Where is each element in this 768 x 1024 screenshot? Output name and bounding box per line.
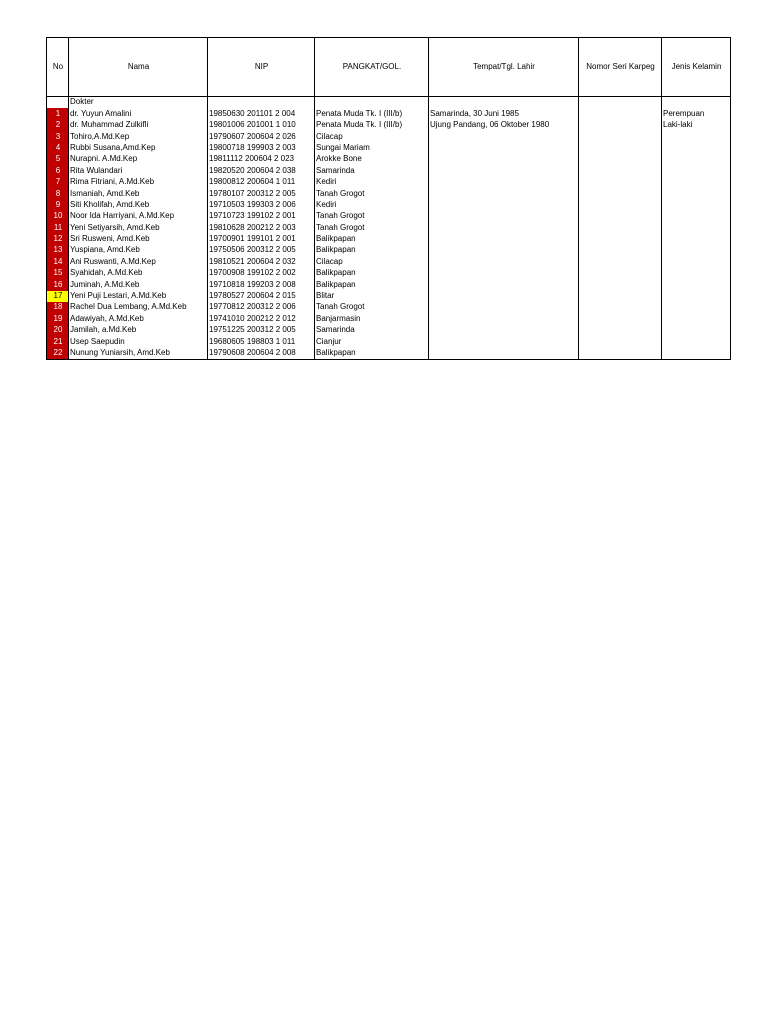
cell-no: 19 [47,313,69,324]
cell-karpeg [579,348,662,360]
cell-nama: Siti Kholifah, Amd.Keb [69,200,208,211]
cell-pangkat: Sungai Mariam [315,143,429,154]
cell-no: 15 [47,268,69,279]
cell-no: 13 [47,245,69,256]
cell-jenis-kelamin [662,165,731,176]
cell-no: 4 [47,143,69,154]
cell-ttl [429,291,579,302]
col-header-nama: Nama [69,38,208,97]
cell-jenis-kelamin [662,200,731,211]
cell-nama: Adawiyah, A.Md.Keb [69,313,208,324]
cell-nip: 19780107 200312 2 005 [208,188,315,199]
cell-jenis-kelamin [662,131,731,142]
table-row [47,291,731,302]
cell-nama: Rachel Dua Lembang, A.Md.Keb [69,302,208,313]
cell-nip: 19710503 199303 2 006 [208,200,315,211]
group-empty-cell [579,97,662,109]
cell-no: 17 [47,291,69,302]
cell-ttl [429,211,579,222]
cell-nip: 19800812 200604 1 011 [208,177,315,188]
cell-pangkat: Tanah Grogot [315,188,429,199]
cell-nip: 19810628 200212 2 003 [208,222,315,233]
cell-nip: 19770812 200312 2 006 [208,302,315,313]
table-row [47,302,731,313]
table-row [47,131,731,142]
cell-pangkat: Balikpapan [315,234,429,245]
col-header-jenis-kelamin: Jenis Kelamin [662,38,731,97]
cell-nama: Ani Ruswanti, A.Md.Kep [69,256,208,267]
table-row [47,177,731,188]
cell-karpeg [579,211,662,222]
cell-jenis-kelamin [662,188,731,199]
cell-pangkat: Samarinda [315,165,429,176]
cell-nip: 19700908 199102 2 002 [208,268,315,279]
cell-ttl [429,177,579,188]
cell-nip: 19750506 200312 2 005 [208,245,315,256]
cell-jenis-kelamin [662,302,731,313]
cell-nama: Usep Saepudin [69,336,208,347]
cell-no: 9 [47,200,69,211]
cell-nama: Nunung Yuniarsih, Amd.Keb [69,348,208,360]
cell-pangkat: Penata Muda Tk. I (III/b) [315,120,429,131]
cell-ttl [429,325,579,336]
cell-nip: 19811112 200604 2 023 [208,154,315,165]
cell-ttl [429,302,579,313]
cell-nama: Sri Rusweni, Amd.Keb [69,234,208,245]
table-row [47,222,731,233]
cell-jenis-kelamin [662,313,731,324]
cell-nama: Nurapni. A.Md.Kep [69,154,208,165]
cell-nama: Tohiro,A.Md.Kep [69,131,208,142]
cell-karpeg [579,302,662,313]
cell-nip: 19801006 201001 1 010 [208,120,315,131]
cell-ttl [429,279,579,290]
table-row [47,143,731,154]
group-empty-cell [315,97,429,109]
cell-karpeg [579,188,662,199]
cell-no: 14 [47,256,69,267]
group-row [47,97,731,109]
table-row [47,313,731,324]
cell-nama: dr. Muhammad Zulkifli [69,120,208,131]
group-empty-cell [662,97,731,109]
cell-nama: Noor Ida Harriyani, A.Md.Kep [69,211,208,222]
col-header-pangkat: PANGKAT/GOL. [315,38,429,97]
cell-ttl [429,256,579,267]
table-row [47,325,731,336]
cell-pangkat: Balikpapan [315,245,429,256]
cell-no: 20 [47,325,69,336]
cell-jenis-kelamin [662,234,731,245]
cell-jenis-kelamin [662,279,731,290]
cell-karpeg [579,268,662,279]
cell-pangkat: Cianjur [315,336,429,347]
cell-jenis-kelamin [662,348,731,360]
table-row [47,245,731,256]
group-empty-cell [429,97,579,109]
cell-karpeg [579,245,662,256]
cell-ttl [429,222,579,233]
cell-ttl [429,200,579,211]
cell-ttl [429,131,579,142]
cell-nama: dr. Yuyun Amalini [69,108,208,119]
cell-karpeg [579,279,662,290]
cell-karpeg [579,234,662,245]
cell-ttl: Ujung Pandang, 06 Oktober 1980 [429,120,579,131]
cell-no: 11 [47,222,69,233]
cell-jenis-kelamin [662,336,731,347]
cell-ttl [429,154,579,165]
cell-no: 6 [47,165,69,176]
cell-jenis-kelamin [662,143,731,154]
col-header-nip: NIP [208,38,315,97]
cell-pangkat: Balikpapan [315,268,429,279]
cell-pangkat: Banjarmasin [315,313,429,324]
cell-ttl [429,143,579,154]
cell-nama: Rubbi Susana,Amd.Kep [69,143,208,154]
cell-no: 5 [47,154,69,165]
cell-ttl [429,348,579,360]
cell-nama: Ismaniah, Amd.Keb [69,188,208,199]
col-header-karpeg: Nomor Seri Karpeg [579,38,662,97]
group-empty-cell [208,97,315,109]
cell-jenis-kelamin [662,325,731,336]
col-header-ttl: Tempat/Tgl. Lahir [429,38,579,97]
cell-nama: Yeni Puji Lestari, A.Md.Keb [69,291,208,302]
table-row [47,348,731,360]
cell-nama: Jamilah, a.Md.Keb [69,325,208,336]
cell-jenis-kelamin: Laki-laki [662,120,731,131]
cell-pangkat: Blitar [315,291,429,302]
cell-no: 18 [47,302,69,313]
cell-jenis-kelamin [662,222,731,233]
cell-pangkat: Kediri [315,200,429,211]
cell-pangkat: Kediri [315,177,429,188]
cell-nama: Rima Fitriani, A.Md.Keb [69,177,208,188]
cell-pangkat: Tanah Grogot [315,302,429,313]
cell-nip: 19751225 200312 2 005 [208,325,315,336]
cell-karpeg [579,177,662,188]
cell-pangkat: Balikpapan [315,279,429,290]
cell-nama: Juminah, A.Md.Keb [69,279,208,290]
group-no-cell [47,97,69,109]
cell-karpeg [579,291,662,302]
staff-table [46,37,731,360]
table-row [47,256,731,267]
cell-no: 3 [47,131,69,142]
cell-ttl [429,268,579,279]
cell-karpeg [579,131,662,142]
cell-karpeg [579,200,662,211]
cell-karpeg [579,313,662,324]
cell-no: 21 [47,336,69,347]
table-row [47,336,731,347]
cell-ttl [429,245,579,256]
cell-pangkat: Samarinda [315,325,429,336]
cell-nip: 19710818 199203 2 008 [208,279,315,290]
table-row [47,188,731,199]
cell-karpeg [579,165,662,176]
cell-nip: 19810521 200604 2 032 [208,256,315,267]
cell-nip: 19790608 200604 2 008 [208,348,315,360]
cell-jenis-kelamin [662,268,731,279]
cell-nip: 19710723 199102 2 001 [208,211,315,222]
cell-jenis-kelamin [662,177,731,188]
cell-karpeg [579,325,662,336]
cell-karpeg [579,120,662,131]
cell-no: 2 [47,120,69,131]
table-row [47,154,731,165]
cell-pangkat: Penata Muda Tk. I (III/b) [315,108,429,119]
cell-karpeg [579,154,662,165]
cell-ttl [429,234,579,245]
cell-nip: 19780527 200604 2 015 [208,291,315,302]
cell-no: 10 [47,211,69,222]
cell-karpeg [579,108,662,119]
cell-no: 1 [47,108,69,119]
table-row [47,268,731,279]
table-row [47,165,731,176]
cell-ttl: Samarinda, 30 Juni 1985 [429,108,579,119]
cell-ttl [429,313,579,324]
cell-jenis-kelamin: Perempuan [662,108,731,119]
table-row [47,108,731,119]
cell-no: 7 [47,177,69,188]
cell-nip: 19700901 199101 2 001 [208,234,315,245]
group-label: Dokter [69,97,208,109]
cell-jenis-kelamin [662,245,731,256]
col-header-no: No [47,38,69,97]
table-row [47,200,731,211]
cell-nip: 19800718 199903 2 003 [208,143,315,154]
cell-karpeg [579,256,662,267]
cell-karpeg [579,143,662,154]
cell-karpeg [579,336,662,347]
cell-ttl [429,336,579,347]
cell-pangkat: Cilacap [315,131,429,142]
cell-pangkat: Tanah Grogot [315,222,429,233]
cell-ttl [429,188,579,199]
cell-nama: Yuspiana, Amd.Keb [69,245,208,256]
cell-no: 22 [47,348,69,360]
cell-nip: 19790607 200604 2 026 [208,131,315,142]
cell-nip: 19820520 200604 2 038 [208,165,315,176]
cell-pangkat: Balikpapan [315,348,429,360]
cell-karpeg [579,222,662,233]
table-row [47,234,731,245]
cell-nip: 19680605 198803 1 011 [208,336,315,347]
table-row [47,211,731,222]
cell-pangkat: Arokke Bone [315,154,429,165]
cell-jenis-kelamin [662,211,731,222]
cell-nama: Yeni Setiyarsih, Amd.Keb [69,222,208,233]
cell-nama: Rita Wulandari [69,165,208,176]
cell-no: 12 [47,234,69,245]
cell-pangkat: Cilacap [315,256,429,267]
cell-no: 8 [47,188,69,199]
cell-nip: 19850630 201101 2 004 [208,108,315,119]
cell-nip: 19741010 200212 2 012 [208,313,315,324]
table-row [47,279,731,290]
cell-pangkat: Tanah Grogot [315,211,429,222]
cell-jenis-kelamin [662,291,731,302]
cell-ttl [429,165,579,176]
cell-nama: Syahidah, A.Md.Keb [69,268,208,279]
cell-jenis-kelamin [662,154,731,165]
cell-jenis-kelamin [662,256,731,267]
table-row [47,120,731,131]
cell-no: 16 [47,279,69,290]
header-row [47,38,731,97]
